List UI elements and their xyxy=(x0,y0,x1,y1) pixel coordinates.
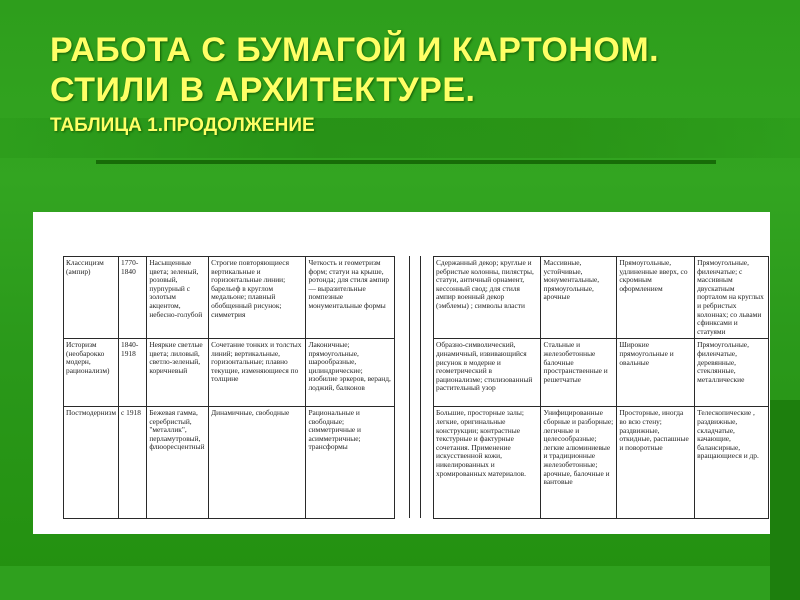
cell-doors: Прямоугольные, филенчатые; с массивным двускатным порталом на круглых и ребристых колоннах; со львами сфинксами и статуями xyxy=(695,257,769,339)
slide-title xyxy=(50,30,780,140)
cell-forms: Лаконичные; прямоугольные, шарообразные, цилиндрические; изобилие эркеров, веранд, лоджий, балконов xyxy=(306,339,395,407)
table-row xyxy=(434,339,769,407)
scanned-table-image xyxy=(33,212,770,534)
cell-decor: Сдержанный декор; круглые и ребристые колонны, пилястры, статуи, античный орнамент, кессонный свод; для стиля ампир военный декор (эмблемы) ; символы власти xyxy=(434,257,541,339)
cell-constructions: Унифицированные сборные и разборные; легичные и целесообразные; легкие алюминиевые и традиционные железобетонные; арочные, балочные и вантовые xyxy=(541,407,617,519)
table-row xyxy=(434,407,769,519)
cell-forms: Четкость и геометризм форм; статуи на крыше, ротонда; для стиля ампир — выразительные помпезные монументальные формы xyxy=(306,257,395,339)
background-line xyxy=(96,160,716,164)
cell-decor: Большие, просторные залы; легкие, оригинальные конструкции; контрастные текстурные и фактурные сочетания. Применение искусственной кожи, никелированных и хромированных материалов. xyxy=(434,407,541,519)
table-left-half xyxy=(63,256,395,519)
table-right-half xyxy=(433,256,769,519)
background-band-right xyxy=(770,400,800,600)
cell-windows: Прямоугольные, удлиненные вверх, со скромным оформлением xyxy=(617,257,695,339)
cell-colors: Бежевая гамма, серебристый, "металлик", перламутровый, флюоресцентный xyxy=(147,407,209,519)
cell-ornament: Динамичные, свободные xyxy=(209,407,306,519)
table-row xyxy=(434,257,769,339)
cell-decor: Образно-символический, динамичный, извивающийся рисунок в модерне и геометрический в рационализме; стилизованный растительный узор xyxy=(434,339,541,407)
cell-constructions: Стальные и железобетонные балочные пространственные и решетчатые xyxy=(541,339,617,407)
cell-constructions: Массивные, устойчивые, монументальные, прямоугольные, арочные xyxy=(541,257,617,339)
cell-ornament: Сочетание тонких и толстых линий; вертикальные, горизонтальные; плавно текущие, изменяющиеся по толщине xyxy=(209,339,306,407)
title-subtitle: ТАБЛИЦА 1.ПРОДОЛЖЕНИЕ xyxy=(50,115,315,136)
cell-period: 1770-1840 xyxy=(119,257,147,339)
cell-style: Историзм (необарокко модерн, рационализм) xyxy=(64,339,119,407)
title-line-2: СТИЛИ В АРХИТЕКТУРЕ. xyxy=(50,71,476,109)
cell-period: 1840-1918 xyxy=(119,339,147,407)
background-band-bottom xyxy=(0,566,800,600)
table-row xyxy=(64,407,395,519)
cell-windows: Просторные, иногда во всю стену; раздвижные, откидные, распашные и поворотные xyxy=(617,407,695,519)
cell-period: с 1918 xyxy=(119,407,147,519)
table-row xyxy=(64,339,395,407)
cell-style: Классицизм (ампир) xyxy=(64,257,119,339)
cell-ornament: Строгие повторяющиеся вертикальные и горизонтальные линии; барельеф в круглом медальоне; плавный обобщенный рисунок; симметрия xyxy=(209,257,306,339)
cell-colors: Насыщенные цвета; зеленый, розовый, пурпурный с золотым акцентом, небесно-голубой xyxy=(147,257,209,339)
cell-doors: Прямоугольные, филенчатые, деревянные, стеклянные, металлические xyxy=(695,339,769,407)
cell-windows: Широкие прямоугольные и овальные xyxy=(617,339,695,407)
table-row xyxy=(64,257,395,339)
cell-forms: Рациональные и свободные; симметричные и асимметричные; трансформы xyxy=(306,407,395,519)
cell-colors: Неяркие светлые цвета; лиловый, светло-зеленый, коричневый xyxy=(147,339,209,407)
column-divider xyxy=(409,256,410,518)
title-line-1: РАБОТА С БУМАГОЙ И КАРТОНОМ. xyxy=(50,31,660,69)
column-divider xyxy=(420,256,421,518)
cell-doors: Телескопические , раздвижные, складчатые, качающие, балансирные, вращающиеся и др. xyxy=(695,407,769,519)
cell-style: Постмодернизм xyxy=(64,407,119,519)
